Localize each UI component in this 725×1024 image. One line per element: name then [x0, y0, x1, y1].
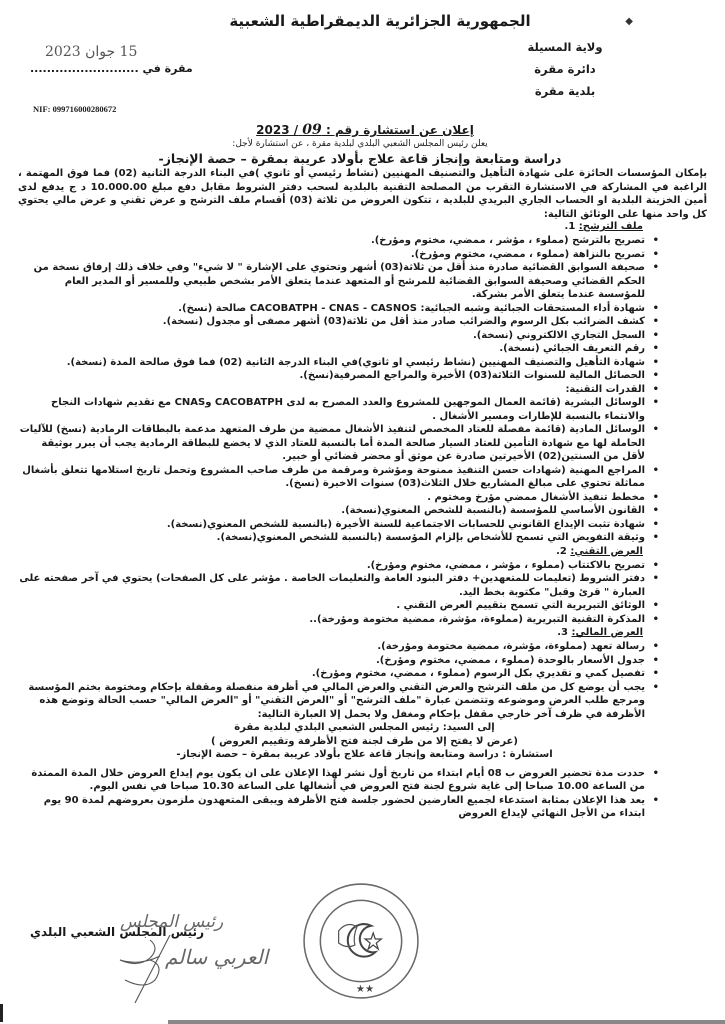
- section-list: [18, 559, 711, 627]
- list-item: • شهادة أداء المستحقات الجبائية وشبه الجبائية: CACOBATPH - CNAS - CASNOS صالحة (نسخ).: [18, 302, 711, 316]
- section-title: ملف الترشح:: [578, 221, 643, 232]
- list-item: • الحصائل المالية للسنوات الثلاثة(03) الأخيرة والمراجع المصرفية(نسخ).: [18, 369, 711, 383]
- list-item: • شهادة التأهيل والتصنيف المهنيين (نشاط رئيسي او ثانوي)في البناء الدرجة الثانية (02) فما فوق صالحة المدة (نسخة).: [18, 356, 711, 370]
- list-item: • رقم التعريف الجبائي (نسخة).: [18, 342, 711, 356]
- document-body: [18, 220, 711, 821]
- country-title: الجمهورية الجزائرية الديمقراطية الشعبية: [229, 12, 531, 30]
- handwritten-name: العربي سالم: [165, 945, 269, 969]
- title-year: / 2023: [256, 123, 299, 137]
- section-title: العرض المالي:: [571, 627, 643, 638]
- place-line: مقرة في ..........................: [30, 62, 193, 75]
- closing-item: • حددت مدة تحضير العروض ب 08 أيام ابتداء من تاريخ أول نشر لهذا الإعلان على ان يكون يوم إيداع العروض خلال المدة الممتدة من الساعة 10.00 صباحا إلى غاية شروع لجنة فتح العروض في أشغالها على الساعة 10.30 صباحا في نفس اليوم.: [18, 767, 711, 794]
- svg-text:★★: ★★: [355, 983, 375, 995]
- list-item: • الوسائل المادية (قائمة مفصلة للعتاد المخصص لتنفيذ الأشغال ممضية من طرف المتعهد مدعمة بالبطاقات الرمادية (نسخ) للآليات الحاملة لها مع شهادة التأمين للعتاد السيار صالحة المدة أما بالنسبة للعتاد الذي لا يخضع للبطاقة الرمادية يجب أن يبرر بوثيقة لأقل من السنتين(02) الأخيرتين صادرة عن موثق أو محضر قضائي أو خبير.: [18, 423, 711, 464]
- announcement-subtitle: يعلن رئيس المجلس الشعبي البلدي لبلدية مقرة ، عن استشارة لأجل:: [232, 139, 488, 149]
- handwritten-date: 15 جوان 2023: [45, 44, 138, 60]
- daira: دائرة مقرة: [534, 62, 596, 76]
- corner-mark: ◆: [625, 16, 633, 27]
- envelope-subject: استشارة : دراسة ومتابعة وإنجاز قاعة علاج بأولاد عريبة بمقرة – حصة الإنجاز-: [176, 749, 553, 760]
- section-heading: [18, 626, 711, 640]
- list-item: • رسالة تعهد (مملوءة، مؤشرة، ممضية مختومة ومؤرخة).: [18, 640, 711, 654]
- list-item: • القانون الأساسي للمؤسسة (بالنسبة للشخص المعنوي(نسخة).: [18, 504, 711, 518]
- section-list: [18, 640, 711, 721]
- project-title: دراسة ومتابعة وإنجاز قاعة علاج بأولاد عريبة بمقرة – حصة الإنجاز-: [158, 151, 562, 166]
- list-item: • جدول الأسعار بالوحدة (مملوء ، ممضي، مختوم ومؤرخ).: [18, 654, 711, 668]
- handwritten-number: 09: [302, 122, 322, 138]
- signature-icon: [110, 935, 200, 1005]
- list-item: • المراجع المهنية (شهادات حسن التنفيذ ممنوحة ومؤشرة ومرقمة من طرف صاحب المشروع وتحمل تاريخ استلامها تتعلق بأشغال مماثلة تحتوي على مبالغ المشاريع خلال الثلاث(03) سنوات الاخيرة (نسخ).: [18, 464, 711, 491]
- closing-item: • يعد هذا الإعلان بمثابة استدعاء لجميع العارضين لحضور جلسة فتح الأظرفة ويبقى المتعهدون ملزمون بعروضهم لمدة 90 يوم ابتداء من الأجل النهائي لإيداع العروض: [18, 794, 711, 821]
- intro-paragraph: بإمكان المؤسسات الحائزة على شهادة التأهيل والتصنيف المهنيين (نشاط رئيسي أو ثانوي )في البناء الدرجة الثانية (02) فما فوق المهتمة ، الراغبة في المشاركة في الاستشارة التقرب من المصلحة التقنية بالبلدية لسحب دفتر الشروط مقابل دفع مبلغ 10.000.00 د ج يدفع لدى أمين الخزينة البلدية او الحساب الجاري البريدي للبلدية ، تتكون العروض من ثلاثة (03) أقسام ملف الترشح و عرض تقني و عرض مالي يحتوي كل واحد منها على الوثائق التالية:: [18, 168, 708, 220]
- section-number: 1.: [564, 221, 576, 232]
- list-item: • وثيقة التفويض التي تسمح للأشخاص بإلزام المؤسسة (بالنسبة للشخص المعنوي(نسخة).: [18, 531, 711, 545]
- envelope-note: (عرض لا يفتح إلا من طرف لجنة فتح الأظرفة وتقييم العروض ): [211, 735, 518, 747]
- section-title: العرض التقني:: [570, 545, 643, 557]
- list-item: • تصريح بالاكتتاب (مملوء ، مؤشر ، ممضي، مختوم ومؤرخ).: [18, 559, 711, 573]
- section-heading: [18, 545, 711, 559]
- list-item: • المذكرة التقنية التبريرية (مملوءة، مؤشرة، ممضية مختومة ومؤرخة)..: [18, 613, 711, 627]
- list-item: • تصريح بالنزاهة (مملوء ، ممضي، مختوم ومؤرخ).: [18, 248, 711, 262]
- list-item: • الوثائق التبريرية التي تسمح بتقييم العرض التقني .: [18, 599, 711, 613]
- administrative-header: [485, 36, 645, 102]
- list-item: • صحيفة السوابق القضائية صادرة منذ أقل من ثلاثة(03) أشهر وتحتوي على الإشارة " لا شيء" وفي خلاف ذلك إرفاق نسخة من الحكم القضائي وصحيفة السوابق القضائية للمرشح أو المتعهد عندما يتعلق الأمر بشخص طبيعي وللمسير أو المدير العام للمؤسسة عندما يتعلق الأمر بشركة.: [18, 261, 711, 302]
- closing-list: [18, 767, 711, 821]
- signature-title: رئيس المجلس الشعبي البلدي: [30, 925, 204, 939]
- envelope-addressee: إلى السيد: رئيس المجلس الشعبي البلدي لبلدية مقرة: [234, 722, 495, 733]
- list-item: • شهادة تثبت الإيداع القانوني للحسابات الاجتماعية للسنة الأخيرة (بالنسبة للشخص المعنوي(نسخة).: [18, 518, 711, 532]
- list-item: • تفصيل كمي و تقديري بكل الرسوم (مملوء ، ممضي، مختوم ومؤرخ).: [18, 667, 711, 681]
- section-heading: [18, 220, 711, 234]
- handwritten-title: رئيس المجلس: [120, 912, 224, 932]
- section-number: 3.: [557, 627, 569, 638]
- scan-edge: [0, 1004, 3, 1022]
- list-item: • كشف الضرائب بكل الرسوم والضرائب صادر منذ أقل من ثلاثة(03) أشهر مصفى أو مجدول (نسخة).: [18, 315, 711, 329]
- list-item: • الوسائل البشرية (قائمة العمال الموجهين للمشروع والعدد المصرح به لدى CACOBATPH وCNAS مع تقديم شهادات النجاح والانتماء بالنسبة للإطارات ومسير الأشغال .: [18, 396, 711, 423]
- list-item: • القدرات التقنية:: [18, 383, 711, 397]
- announcement-title: [210, 122, 520, 138]
- section-list: [18, 234, 711, 545]
- official-stamp-icon: [300, 880, 422, 1002]
- sections-container: [18, 220, 711, 721]
- title-prefix: إعلان عن استشارة رقم :: [325, 123, 474, 137]
- list-item: • مخطط تنفيذ الأشغال ممضي مؤرخ ومختوم .: [18, 491, 711, 505]
- wilaya: ولاية المسيلة: [527, 40, 603, 54]
- list-item: • تصريح بالترشح (مملوء ، مؤشر ، ممضي، مختوم ومؤرخ).: [18, 234, 711, 248]
- nif-number: NIF: 099716000280672: [33, 104, 117, 114]
- list-item: • السجل التجاري الالكتروني (نسخة).: [18, 329, 711, 343]
- scan-bottom-edge: [168, 1020, 725, 1024]
- list-item: • دفتر الشروط (تعليمات للمتعهدين+ دفتر البنود العامة والتعليمات الخاصة . مؤشر على كل الصفحات) يحتوي في آخر صفحته على العبارة " قرئ وقبل" مكتوبة بخط اليد.: [18, 572, 711, 599]
- list-item: • يجب أن يوضع كل من ملف الترشح والعرض التقني والعرض المالي في أظرفة منفصلة ومقفلة بإحكام ومختومة بختم المؤسسة ومرجع طلب العرض وموضوعه وتتضمن عبارة "ملف الترشح" أو "العرض التقني" أو "العرض المالي" حسب الحالة وتوضع هذه الأظرفة في ظرف آخر خارجي مقفل بإحكام ومغفل ولا يحمل إلا العبارة التالية:: [18, 681, 711, 722]
- section-number: 2.: [556, 545, 567, 557]
- commune: بلدية مقرة: [534, 84, 596, 98]
